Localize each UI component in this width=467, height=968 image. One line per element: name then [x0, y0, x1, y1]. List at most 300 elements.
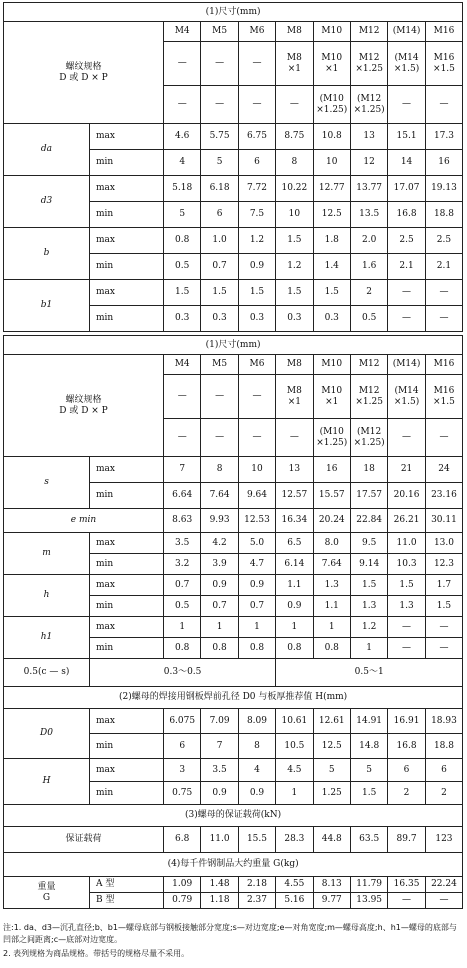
table-cell: 1: [276, 617, 313, 638]
table-cell: —: [238, 419, 275, 457]
table-cell: 23.16: [425, 483, 462, 509]
table-cell: —: [238, 42, 275, 86]
table-cell: min: [90, 254, 164, 280]
table-cell: 1.5: [425, 596, 462, 617]
table-cell: M16 ×1.5: [425, 375, 462, 419]
table-cell: 12.5: [313, 202, 350, 228]
table-cell: 4: [164, 150, 201, 176]
table-row: [4, 617, 463, 638]
table-cell: 89.7: [388, 827, 425, 853]
row-label: 0.5(c — s): [4, 659, 90, 687]
table-cell: 5.75: [201, 124, 238, 150]
table-cell: max: [90, 280, 164, 306]
table-cell: 12.57: [276, 483, 313, 509]
table-cell: 8.13: [313, 877, 350, 893]
table-cell: 1.5: [313, 280, 350, 306]
table-cell: 1: [350, 638, 387, 659]
table-cell: 6: [425, 759, 462, 782]
table-row: [4, 533, 463, 554]
table-cell: 7.72: [238, 176, 275, 202]
table-cell: 0.8: [201, 638, 238, 659]
table-cell: 1.3: [350, 596, 387, 617]
table-cell: 10: [238, 457, 275, 483]
table-cell: 6.14: [276, 554, 313, 575]
table-cell: 0.8: [164, 228, 201, 254]
table-cell: 14: [388, 150, 425, 176]
table-cell: 4.2: [201, 533, 238, 554]
size-header: M8: [276, 355, 313, 375]
table-cell: 8.63: [164, 509, 201, 533]
table-cell: 0.7: [238, 596, 275, 617]
table-cell: max: [90, 124, 164, 150]
table-cell: 0.5: [164, 254, 201, 280]
table-cell: 5.16: [276, 893, 313, 909]
table-cell: 0.7: [164, 575, 201, 596]
table-cell: 0.3: [313, 306, 350, 332]
table-cell: 22.24: [425, 877, 462, 893]
table-cell: 1.7: [425, 575, 462, 596]
table-cell: 1.3: [313, 575, 350, 596]
table-cell: 20.24: [313, 509, 350, 533]
table-cell: 2.0: [350, 228, 387, 254]
table-cell: 12.3: [425, 554, 462, 575]
table-cell: 18.8: [425, 202, 462, 228]
table-cell: 3.5: [201, 759, 238, 782]
table-cell: 11.0: [388, 533, 425, 554]
table-cell: max: [90, 709, 164, 734]
table-cell: 5: [350, 759, 387, 782]
table-cell: min: [90, 202, 164, 228]
spec-label: 螺纹规格 D 或 D × P: [4, 22, 164, 124]
table-cell: 30.11: [425, 509, 462, 533]
table-cell: 20.16: [388, 483, 425, 509]
table-cell: 3.5: [164, 533, 201, 554]
table-cell: 17.57: [350, 483, 387, 509]
table-row: [4, 457, 463, 483]
row-label: 保证载荷: [4, 827, 164, 853]
table-cell: 2.5: [425, 228, 462, 254]
table-cell: 14.8: [350, 734, 387, 759]
table-cell: 6.75: [238, 124, 275, 150]
table-cell: M12 ×1.25: [350, 375, 387, 419]
table-cell: 0.75: [164, 782, 201, 805]
table-row: [4, 336, 463, 355]
table-cell: M10 ×1: [313, 375, 350, 419]
table-cell: min: [90, 150, 164, 176]
size-header: M16: [425, 355, 462, 375]
table-cell: 7.64: [313, 554, 350, 575]
table-cell: 44.8: [313, 827, 350, 853]
table-cell: 0.7: [201, 596, 238, 617]
table-cell: —: [425, 419, 462, 457]
table-cell: 9.64: [238, 483, 275, 509]
table-cell: 0.8: [238, 638, 275, 659]
table-cell: 13.0: [425, 533, 462, 554]
table-cell: 17.07: [388, 176, 425, 202]
table-cell: max: [90, 533, 164, 554]
table-cell: 28.3: [276, 827, 313, 853]
table-cell: (M12 ×1.25): [350, 419, 387, 457]
table-cell: 1: [276, 782, 313, 805]
table-cell: 8: [276, 150, 313, 176]
table-cell: 1.4: [313, 254, 350, 280]
table-cell: —: [425, 638, 462, 659]
table-cell: —: [164, 86, 201, 124]
table-cell: max: [90, 575, 164, 596]
table-cell: 1.2: [238, 228, 275, 254]
table-cell: 1.2: [276, 254, 313, 280]
table-cell: 13.95: [350, 893, 387, 909]
table-cell: 12.61: [313, 709, 350, 734]
table-cell: 1.5: [201, 280, 238, 306]
table-cell: 1.3: [388, 596, 425, 617]
table-cell: 10: [276, 202, 313, 228]
table-cell: —: [164, 375, 201, 419]
table-cell: 10.3: [388, 554, 425, 575]
table-cell: 1.5: [276, 280, 313, 306]
table-cell: —: [425, 280, 462, 306]
table-cell: 6.64: [164, 483, 201, 509]
table-row: [4, 176, 463, 202]
size-header: M6: [238, 355, 275, 375]
table-cell: 2.5: [388, 228, 425, 254]
table-cell: max: [90, 617, 164, 638]
table-cell: —: [276, 419, 313, 457]
table-cell: 13: [276, 457, 313, 483]
table-cell: 9.5: [350, 533, 387, 554]
table-cell: 63.5: [350, 827, 387, 853]
table-cell: 0.5～1: [276, 659, 463, 687]
size-header: M4: [164, 355, 201, 375]
table-cell: 2.37: [238, 893, 275, 909]
table-cell: 1.25: [313, 782, 350, 805]
table-cell: 19.13: [425, 176, 462, 202]
table-cell: max: [90, 759, 164, 782]
table-cell: 0.79: [164, 893, 201, 909]
table-cell: —: [388, 617, 425, 638]
table-cell: —: [388, 638, 425, 659]
table-cell: —: [164, 42, 201, 86]
row-label: s: [4, 457, 90, 509]
table-cell: 2.1: [425, 254, 462, 280]
table-cell: 1: [201, 617, 238, 638]
table-cell: max: [90, 228, 164, 254]
table-cell: (M14 ×1.5): [388, 42, 425, 86]
section-title: (2)螺母的焊接用钢板焊前孔径 D0 与板厚推荐值 H(mm): [4, 687, 463, 709]
table-row: [4, 853, 463, 877]
size-header: M12: [350, 355, 387, 375]
table-cell: 18.8: [425, 734, 462, 759]
table-cell: 0.9: [238, 254, 275, 280]
table-cell: 0.9: [238, 782, 275, 805]
table-cell: 1.5: [388, 575, 425, 596]
table-cell: 3: [164, 759, 201, 782]
table-cell: 6.18: [201, 176, 238, 202]
table-cell: 0.5: [350, 306, 387, 332]
section-title: (3)螺母的保证载荷(kN): [4, 805, 463, 827]
table-cell: max: [90, 457, 164, 483]
table-row: [4, 509, 463, 533]
table-cell: 1: [238, 617, 275, 638]
table-cell: 1.5: [350, 782, 387, 805]
table-cell: 5.0: [238, 533, 275, 554]
table-row: [4, 280, 463, 306]
table-cell: 10.22: [276, 176, 313, 202]
table-cell: 26.21: [388, 509, 425, 533]
table-cell: 12.53: [238, 509, 275, 533]
table-cell: 16.91: [388, 709, 425, 734]
table-cell: 6: [388, 759, 425, 782]
table-row: [4, 575, 463, 596]
table-cell: (M10 ×1.25): [313, 419, 350, 457]
table-row: [4, 877, 463, 893]
table-row: [4, 228, 463, 254]
table-cell: 11.79: [350, 877, 387, 893]
table-cell: 10: [313, 150, 350, 176]
table-cell: —: [201, 375, 238, 419]
table-cell: 16.8: [388, 734, 425, 759]
table-cell: —: [388, 419, 425, 457]
table-cell: 7.5: [238, 202, 275, 228]
table-cell: 10.5: [276, 734, 313, 759]
table-cell: 1: [164, 617, 201, 638]
table-cell: 22.84: [350, 509, 387, 533]
table-cell: M10 ×1: [313, 42, 350, 86]
table-cell: 8.0: [313, 533, 350, 554]
table-cell: 8: [201, 457, 238, 483]
table-cell: 6: [164, 734, 201, 759]
row-label: h1: [4, 617, 90, 659]
size-header: M8: [276, 22, 313, 42]
table-cell: min: [90, 596, 164, 617]
table-cell: (M10 ×1.25): [313, 86, 350, 124]
table-cell: 8: [238, 734, 275, 759]
table-cell: 16.34: [276, 509, 313, 533]
table-cell: 1.18: [201, 893, 238, 909]
table-cell: 0.3～0.5: [90, 659, 276, 687]
table-cell: —: [425, 86, 462, 124]
table-cell: 14.91: [350, 709, 387, 734]
table-cell: 8.09: [238, 709, 275, 734]
table-cell: 18.93: [425, 709, 462, 734]
table-cell: —: [388, 306, 425, 332]
size-header: M12: [350, 22, 387, 42]
row-label: b: [4, 228, 90, 280]
table-cell: 1: [313, 617, 350, 638]
table-cell: —: [201, 42, 238, 86]
table-row: [4, 355, 463, 375]
table-cell: 2.1: [388, 254, 425, 280]
size-header: M5: [201, 355, 238, 375]
table-cell: —: [238, 86, 275, 124]
table-cell: min: [90, 782, 164, 805]
table-cell: (M14 ×1.5): [388, 375, 425, 419]
table-cell: 0.3: [201, 306, 238, 332]
table-row: [4, 124, 463, 150]
size-header: M10: [313, 355, 350, 375]
table-cell: 8.75: [276, 124, 313, 150]
table-cell: —: [425, 306, 462, 332]
table-cell: 0.8: [164, 638, 201, 659]
row-label: b1: [4, 280, 90, 332]
table-cell: 1.1: [276, 575, 313, 596]
table-cell: 0.9: [201, 575, 238, 596]
table-cell: —: [425, 893, 462, 909]
table-cell: 16.8: [388, 202, 425, 228]
table-cell: —: [201, 419, 238, 457]
table-cell: 11.0: [201, 827, 238, 853]
table-cell: 0.5: [164, 596, 201, 617]
section-title: (1)尺寸(mm): [4, 336, 463, 355]
table-cell: 0.8: [276, 638, 313, 659]
table-cell: M8 ×1: [276, 42, 313, 86]
table-cell: 7: [164, 457, 201, 483]
size-header: M10: [313, 22, 350, 42]
table-cell: 6.5: [276, 533, 313, 554]
table-cell: 2.18: [238, 877, 275, 893]
table-cell: 10.8: [313, 124, 350, 150]
table-cell: min: [90, 638, 164, 659]
table-cell: 1.0: [201, 228, 238, 254]
row-label: D0: [4, 709, 90, 759]
table-cell: 3.2: [164, 554, 201, 575]
table-cell: 0.3: [276, 306, 313, 332]
table-row: [4, 687, 463, 709]
table-cell: 2: [425, 782, 462, 805]
size-header: (M14): [388, 355, 425, 375]
table-cell: 10.61: [276, 709, 313, 734]
table-cell: 4.55: [276, 877, 313, 893]
table-cell: —: [388, 280, 425, 306]
table-cell: 0.9: [201, 782, 238, 805]
table-cell: —: [388, 86, 425, 124]
table-cell: 5: [313, 759, 350, 782]
table-cell: 4.5: [276, 759, 313, 782]
table-cell: 4.7: [238, 554, 275, 575]
row-label: m: [4, 533, 90, 575]
table-cell: 1.5: [350, 575, 387, 596]
table-cell: 0.7: [201, 254, 238, 280]
table-cell: 0.8: [313, 638, 350, 659]
table-cell: 6.8: [164, 827, 201, 853]
row-label: e min: [4, 509, 164, 533]
table-cell: min: [90, 554, 164, 575]
table-cell: 4.6: [164, 124, 201, 150]
table-cell: max: [90, 176, 164, 202]
size-header: M5: [201, 22, 238, 42]
table-cell: (M12 ×1.25): [350, 86, 387, 124]
table-row: [4, 709, 463, 734]
table-cell: —: [276, 86, 313, 124]
table-cell: 15.1: [388, 124, 425, 150]
table-cell: 4: [238, 759, 275, 782]
table-cell: 1.09: [164, 877, 201, 893]
note-1: 注:1. da、d3—沉孔直径;b、b1—螺母底部与钢板接触部分宽度;s—对边宽度;e—对角宽度;m—螺母高度;h、h1—螺母的底部与凹部之间距离;c—底部对边宽度。: [3, 923, 457, 944]
table-cell: 1.1: [313, 596, 350, 617]
table-cell: 0.3: [238, 306, 275, 332]
table-cell: —: [425, 617, 462, 638]
table-cell: A 型: [90, 877, 164, 893]
table-cell: min: [90, 734, 164, 759]
table-cell: 7.64: [201, 483, 238, 509]
table-cell: M8 ×1: [276, 375, 313, 419]
table-cell: —: [238, 375, 275, 419]
table-cell: 1.5: [164, 280, 201, 306]
table-cell: min: [90, 306, 164, 332]
table-cell: 6: [201, 202, 238, 228]
table-cell: 12.5: [313, 734, 350, 759]
table-cell: 15.5: [238, 827, 275, 853]
table-cell: 12: [350, 150, 387, 176]
table-cell: M16 ×1.5: [425, 42, 462, 86]
table-cell: 12.77: [313, 176, 350, 202]
table-cell: 9.93: [201, 509, 238, 533]
row-label: H: [4, 759, 90, 805]
table-cell: 17.3: [425, 124, 462, 150]
size-header: (M14): [388, 22, 425, 42]
table-cell: 1.5: [238, 280, 275, 306]
table-cell: 21: [388, 457, 425, 483]
table-cell: 15.57: [313, 483, 350, 509]
table-cell: —: [201, 86, 238, 124]
table-cell: 1.5: [276, 228, 313, 254]
table-cell: 6.075: [164, 709, 201, 734]
table-cell: 13: [350, 124, 387, 150]
size-header: M4: [164, 22, 201, 42]
spec-label: 螺纹规格 D 或 D × P: [4, 355, 164, 457]
size-header: M6: [238, 22, 275, 42]
table-row: [4, 3, 463, 22]
table-row: [4, 659, 463, 687]
dimension-table-1: [3, 2, 463, 332]
table-cell: 18: [350, 457, 387, 483]
table-cell: 3.9: [201, 554, 238, 575]
table-cell: 16.35: [388, 877, 425, 893]
table-row: [4, 759, 463, 782]
table-cell: —: [388, 893, 425, 909]
table-cell: —: [164, 419, 201, 457]
table-row: [4, 22, 463, 42]
table-cell: 9.14: [350, 554, 387, 575]
table-row: [4, 805, 463, 827]
table-cell: 7.09: [201, 709, 238, 734]
note-2: 2. 表列规格为商品规格。带括号的规格尽量不采用。: [3, 949, 190, 958]
table-cell: B 型: [90, 893, 164, 909]
table-cell: 1.48: [201, 877, 238, 893]
table-cell: 123: [425, 827, 462, 853]
table-cell: 16: [313, 457, 350, 483]
table-cell: 7: [201, 734, 238, 759]
row-label: da: [4, 124, 90, 176]
table-cell: 5: [201, 150, 238, 176]
row-label: 重量 G: [4, 877, 90, 909]
table-cell: 1.6: [350, 254, 387, 280]
table-cell: 5: [164, 202, 201, 228]
table-cell: 6: [238, 150, 275, 176]
table-cell: 13.5: [350, 202, 387, 228]
table-cell: 2: [350, 280, 387, 306]
table-cell: M12 ×1.25: [350, 42, 387, 86]
table-cell: 13.77: [350, 176, 387, 202]
table-cell: 1.2: [350, 617, 387, 638]
table-cell: 9.77: [313, 893, 350, 909]
dimension-table-2: [3, 335, 463, 909]
table-cell: 2: [388, 782, 425, 805]
size-header: M16: [425, 22, 462, 42]
table-cell: 0.9: [276, 596, 313, 617]
table-cell: 0.9: [238, 575, 275, 596]
table-cell: 1.8: [313, 228, 350, 254]
